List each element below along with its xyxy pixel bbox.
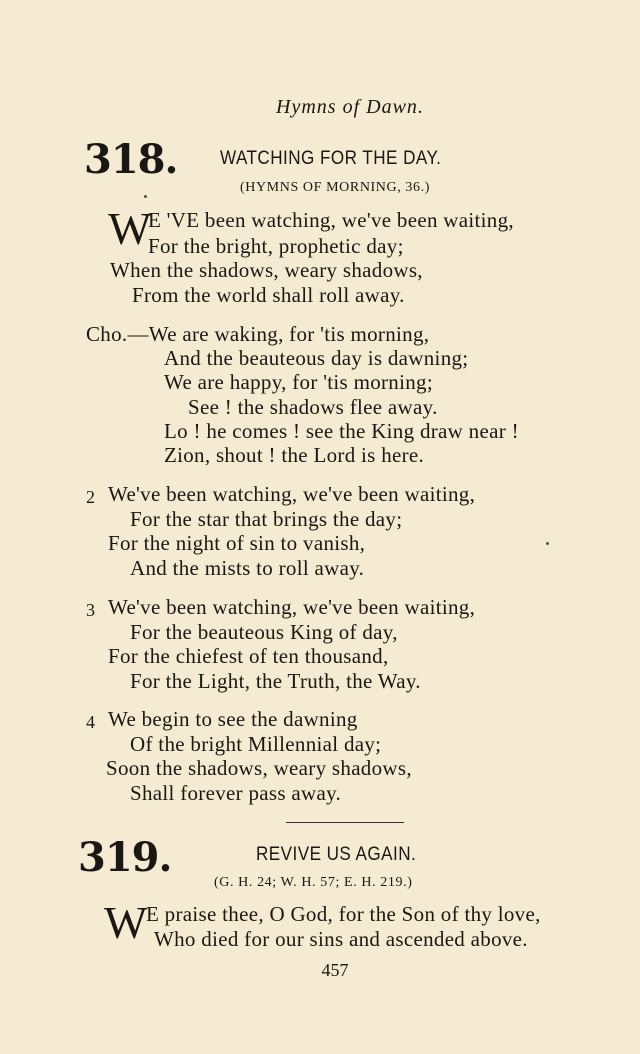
chorus-line: And the beauteous day is dawning; <box>164 346 469 370</box>
verse-line: Of the bright Millennial day; <box>130 732 382 756</box>
hymn-number: 319. <box>78 834 172 881</box>
chorus-line: We are happy, for 'tis morning; <box>164 370 433 394</box>
tune-reference: (G. H. 24; W. H. 57; E. H. 219.) <box>214 875 413 890</box>
drop-cap: W <box>104 897 148 948</box>
verse-line: For the Light, the Truth, the Way. <box>130 669 421 693</box>
running-head: Hymns of Dawn. <box>276 96 424 118</box>
verse-line: From the world shall roll away. <box>132 283 405 307</box>
verse-line: We've been watching, we've been waiting, <box>108 482 476 506</box>
verse-number: 3 <box>86 600 95 620</box>
verse-number: 4 <box>86 712 95 732</box>
verse-line: We begin to see the dawning <box>108 707 358 731</box>
section-divider <box>286 822 404 823</box>
verse-line: For the chiefest of ten thousand, <box>108 644 389 668</box>
hymn-title: WATCHING FOR THE DAY. <box>220 148 442 169</box>
verse-line: We've been watching, we've been waiting, <box>108 595 476 619</box>
verse-line: When the shadows, weary shadows, <box>110 258 423 282</box>
verse-number: 2 <box>86 487 95 507</box>
verse-line: Who died for our sins and ascended above. <box>154 927 528 951</box>
hymn-title: REVIVE US AGAIN. <box>256 844 417 865</box>
verse-line: Shall forever pass away. <box>130 781 342 805</box>
page-number: 457 <box>321 960 349 980</box>
chorus-line: Zion, shout ! the Lord is here. <box>164 443 425 467</box>
verse-line: E praise thee, O God, for the Son of thy love, <box>146 902 541 926</box>
hymn-number: 318. <box>84 136 178 183</box>
verse-line: For the night of sin to vanish, <box>108 531 366 555</box>
verse-line: For the star that brings the day; <box>130 507 403 531</box>
print-speck <box>144 195 147 198</box>
drop-cap: W <box>108 203 152 254</box>
tune-reference: (HYMNS OF MORNING, 36.) <box>240 180 430 195</box>
verse-line: For the bright, prophetic day; <box>148 234 404 258</box>
verse-line: E 'VE been watching, we've been waiting, <box>148 208 514 232</box>
chorus-line: See ! the shadows flee away. <box>188 395 438 419</box>
verse-line: For the beauteous King of day, <box>130 620 398 644</box>
verse-line: Soon the shadows, weary shadows, <box>106 756 412 780</box>
chorus-line: Lo ! he comes ! see the King draw near ! <box>164 419 519 443</box>
verse-line: And the mists to roll away. <box>130 556 365 580</box>
print-speck <box>546 542 549 545</box>
chorus-line: Cho.—We are waking, for 'tis morning, <box>86 322 430 346</box>
